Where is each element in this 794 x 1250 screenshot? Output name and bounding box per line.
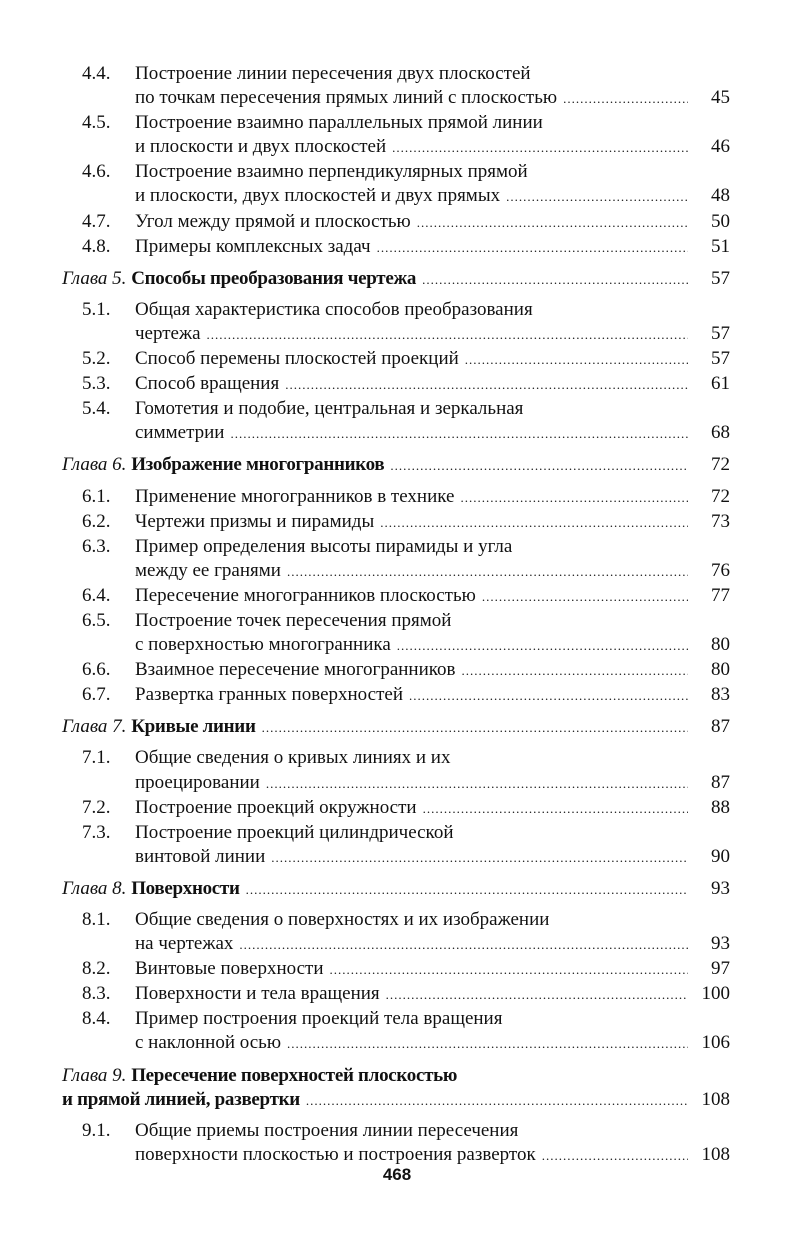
- entry-title: Кривые линии: [131, 716, 256, 738]
- entry-title: Способ перемены плоскостей проекций: [135, 348, 459, 370]
- page-ref[interactable]: 88: [711, 796, 730, 818]
- entry-title: симметрии: [135, 422, 225, 444]
- dot-leader: [266, 772, 688, 796]
- toc-chapter[interactable]: [62, 453, 730, 478]
- toc-line: [135, 796, 730, 821]
- section-number: 7.2.: [82, 796, 111, 818]
- section-number: 6.1.: [82, 485, 111, 507]
- dot-leader: [306, 1089, 688, 1113]
- dot-leader: [392, 136, 688, 160]
- entry-title: Общие сведения о кривых линиях и их: [135, 747, 451, 769]
- dot-leader: [465, 348, 688, 372]
- page-ref[interactable]: 108: [701, 1088, 730, 1110]
- section-number: 6.6.: [82, 659, 111, 681]
- entry-title: Построение линии пересечения двух плоскостей: [135, 63, 531, 84]
- page-number: 468: [382, 1165, 412, 1184]
- page-ref[interactable]: 80: [711, 659, 730, 681]
- entry-title: по точкам пересечения прямых линий с плоскостью: [135, 87, 558, 109]
- toc-section[interactable]: [62, 111, 730, 160]
- page-ref[interactable]: 57: [711, 267, 730, 289]
- section-number: 6.5.: [82, 609, 111, 631]
- section-number: 6.4.: [82, 584, 111, 606]
- page-ref[interactable]: 73: [711, 510, 730, 532]
- toc-section[interactable]: [62, 908, 730, 957]
- toc-line: [135, 957, 730, 982]
- section-number: 4.5.: [82, 112, 111, 134]
- section-number: 8.3.: [82, 983, 111, 1005]
- page-ref[interactable]: 97: [711, 958, 730, 980]
- dot-leader: [460, 486, 688, 510]
- section-number: 4.8.: [82, 235, 111, 257]
- entry-title: между ее гранями: [135, 559, 281, 581]
- dot-leader: [262, 716, 688, 740]
- toc-line: [135, 510, 730, 535]
- entry-title: и прямой линией, развертки: [62, 1088, 300, 1110]
- toc-section[interactable]: [62, 1119, 730, 1168]
- section-number: 4.6.: [82, 161, 111, 183]
- table-of-contents: [62, 62, 730, 1168]
- toc-chapter[interactable]: [62, 1064, 730, 1113]
- dot-leader: [271, 846, 688, 870]
- toc-line: [135, 683, 730, 708]
- page-ref[interactable]: 93: [711, 933, 730, 955]
- toc-section[interactable]: [62, 160, 730, 209]
- section-number: 5.2.: [82, 348, 111, 370]
- dot-leader: [285, 373, 688, 397]
- toc-chapter[interactable]: [62, 877, 730, 902]
- toc-line: [135, 62, 730, 86]
- dot-leader: [506, 185, 688, 209]
- entry-title: с наклонной осью: [135, 1032, 282, 1054]
- page-ref[interactable]: 108: [701, 1143, 730, 1165]
- page-ref[interactable]: 93: [711, 877, 730, 899]
- page-ref[interactable]: 80: [711, 634, 730, 656]
- toc-line: [135, 845, 730, 870]
- entry-title: Построение точек пересечения прямой: [135, 609, 452, 631]
- toc-line: [135, 485, 730, 510]
- section-number: 8.2.: [82, 958, 111, 980]
- section-number: 6.2.: [82, 510, 111, 532]
- toc-section[interactable]: [62, 210, 730, 235]
- chapter-label: Глава 5.: [62, 267, 127, 289]
- section-number: 5.1.: [82, 298, 111, 320]
- entry-title: Гомотетия и подобие, центральная и зеркальная: [135, 398, 524, 420]
- entry-title: Пример построения проекций тела вращения: [135, 1008, 503, 1030]
- toc-section[interactable]: [62, 609, 730, 658]
- dot-leader: [563, 87, 688, 111]
- toc-line: [135, 1119, 730, 1143]
- toc-line: [135, 908, 730, 932]
- section-number: 8.1.: [82, 909, 111, 930]
- entry-title: Применение многогранников в технике: [135, 485, 455, 507]
- dot-leader: [482, 585, 688, 609]
- toc-line: [62, 877, 730, 902]
- dot-leader: [230, 422, 688, 446]
- toc-line: [135, 658, 730, 683]
- entry-title: винтовой линии: [135, 845, 266, 867]
- toc-line: [135, 1031, 730, 1056]
- toc-line: [135, 559, 730, 584]
- dot-leader: [390, 454, 688, 478]
- toc-line: [135, 746, 730, 770]
- page-ref[interactable]: 106: [701, 1032, 730, 1054]
- page-ref[interactable]: 46: [711, 136, 730, 158]
- toc-chapter[interactable]: [62, 715, 730, 740]
- dot-leader: [380, 511, 688, 535]
- dot-leader: [377, 236, 688, 260]
- chapter-label: Глава 9.: [62, 1064, 127, 1086]
- page-ref[interactable]: 90: [711, 845, 730, 867]
- entry-title: проецировании: [135, 771, 260, 793]
- dot-leader: [397, 634, 688, 658]
- entry-title: Чертежи призмы и пирамиды: [135, 510, 375, 532]
- entry-title: Изображение многогранников: [131, 454, 385, 476]
- toc-line: [62, 453, 730, 478]
- section-number: 5.3.: [82, 373, 111, 395]
- section-number: 5.4.: [82, 398, 111, 420]
- toc-section[interactable]: [62, 62, 730, 111]
- section-number: 4.7.: [82, 210, 111, 232]
- entry-title: Построение проекций окружности: [135, 796, 417, 818]
- entry-title: Общая характеристика способов преобразования: [135, 298, 533, 320]
- page-ref[interactable]: 57: [711, 322, 730, 344]
- toc-section[interactable]: [62, 746, 730, 795]
- page-ref[interactable]: 48: [711, 185, 730, 207]
- toc-section[interactable]: [62, 347, 730, 372]
- section-number: 9.1.: [82, 1119, 111, 1141]
- toc-line: [135, 633, 730, 658]
- section-number: 8.4.: [82, 1008, 111, 1030]
- toc-section[interactable]: [62, 821, 730, 870]
- toc-section[interactable]: [62, 683, 730, 708]
- section-number: 7.3.: [82, 821, 111, 843]
- dot-leader: [239, 933, 688, 957]
- page-ref[interactable]: 50: [711, 210, 730, 232]
- toc-section[interactable]: [62, 485, 730, 510]
- toc-line: [135, 160, 730, 184]
- toc-line: [135, 584, 730, 609]
- entry-title: поверхности плоскостью и построения разверток: [135, 1143, 536, 1165]
- toc-section[interactable]: [62, 510, 730, 535]
- section-number: 6.3.: [82, 535, 111, 557]
- toc-line: [135, 235, 730, 260]
- toc-line: [135, 210, 730, 235]
- toc-section[interactable]: [62, 796, 730, 821]
- toc-chapter[interactable]: [62, 267, 730, 292]
- dot-leader: [330, 958, 689, 982]
- entry-title: чертежа: [135, 322, 201, 344]
- entry-title: Поверхности: [131, 877, 240, 899]
- entry-title: Общие приемы построения линии пересечения: [135, 1119, 519, 1141]
- page-ref[interactable]: 87: [711, 771, 730, 793]
- toc-line: [135, 821, 730, 845]
- entry-title: и плоскости и двух плоскостей: [135, 136, 387, 158]
- page-ref[interactable]: 83: [711, 684, 730, 706]
- entry-title: Поверхности и тела вращения: [135, 983, 380, 1005]
- entry-title: Общие сведения о поверхностях и их изображении: [135, 909, 550, 930]
- toc-line: [135, 298, 730, 322]
- toc-section[interactable]: [62, 957, 730, 982]
- section-number: 7.1.: [82, 747, 111, 769]
- entry-title: Построение взаимно параллельных прямой линии: [135, 112, 543, 134]
- toc-line: [135, 347, 730, 372]
- dot-leader: [423, 797, 688, 821]
- page-ref[interactable]: 100: [701, 983, 730, 1005]
- toc-line: [135, 86, 730, 111]
- toc-section[interactable]: [62, 397, 730, 446]
- toc-line: [135, 1007, 730, 1031]
- entry-title: Построение взаимно перпендикулярных прямой: [135, 161, 528, 183]
- page-ref[interactable]: 72: [711, 454, 730, 476]
- toc-line: [135, 111, 730, 135]
- section-number: 6.7.: [82, 684, 111, 706]
- section-number: 4.4.: [82, 63, 111, 84]
- toc-line: [135, 535, 730, 559]
- toc-line: [135, 184, 730, 209]
- page-ref[interactable]: 57: [711, 348, 730, 370]
- toc-line: [135, 135, 730, 160]
- entry-title: Пример определения высоты пирамиды и угла: [135, 535, 513, 557]
- toc-line: [135, 609, 730, 633]
- toc-line: [135, 932, 730, 957]
- toc-line: [135, 771, 730, 796]
- page-ref[interactable]: 72: [711, 485, 730, 507]
- page-ref[interactable]: 51: [711, 235, 730, 257]
- dot-leader: [246, 878, 688, 902]
- entry-title: Развертка гранных поверхностей: [135, 684, 403, 706]
- entry-title: Способ вращения: [135, 373, 280, 395]
- chapter-label: Глава 8.: [62, 877, 127, 899]
- dot-leader: [462, 659, 688, 683]
- entry-title: Пересечение поверхностей плоскостью: [131, 1064, 458, 1086]
- toc-section[interactable]: [62, 535, 730, 584]
- toc-section[interactable]: [62, 982, 730, 1007]
- toc-section[interactable]: [62, 658, 730, 683]
- dot-leader: [207, 323, 688, 347]
- page-ref[interactable]: 87: [711, 716, 730, 738]
- chapter-label: Глава 6.: [62, 454, 127, 476]
- dot-leader: [287, 560, 688, 584]
- toc-section[interactable]: [62, 1007, 730, 1056]
- entry-title: Примеры комплексных задач: [135, 235, 371, 257]
- toc-line: [62, 1064, 730, 1088]
- page-ref[interactable]: 76: [711, 559, 730, 581]
- toc-line: [62, 715, 730, 740]
- entry-title: Взаимное пересечение многогранников: [135, 659, 456, 681]
- toc-line: [62, 267, 730, 292]
- toc-line: [135, 982, 730, 1007]
- entry-title: на чертежах: [135, 933, 234, 955]
- toc-line: [62, 1088, 730, 1113]
- entry-title: Винтовые поверхности: [135, 958, 324, 980]
- entry-title: Пересечение многогранников плоскостью: [135, 584, 476, 606]
- page-ref[interactable]: 77: [711, 584, 730, 606]
- page-ref[interactable]: 61: [711, 373, 730, 395]
- dot-leader: [386, 983, 688, 1007]
- toc-section[interactable]: [62, 298, 730, 347]
- entry-title: с поверхностью многогранника: [135, 634, 391, 656]
- dot-leader: [287, 1032, 688, 1056]
- toc-line: [135, 322, 730, 347]
- page-ref[interactable]: 68: [711, 422, 730, 444]
- toc-line: [135, 372, 730, 397]
- entry-title: Угол между прямой и плоскостью: [135, 210, 411, 232]
- entry-title: и плоскости, двух плоскостей и двух прямых: [135, 185, 501, 207]
- dot-leader: [417, 211, 688, 235]
- toc-section[interactable]: [62, 372, 730, 397]
- dot-leader: [409, 684, 688, 708]
- toc-section[interactable]: [62, 235, 730, 260]
- dot-leader: [422, 268, 688, 292]
- toc-line: [135, 397, 730, 421]
- toc-line: [135, 421, 730, 446]
- page-ref[interactable]: 45: [711, 87, 730, 109]
- toc-section[interactable]: [62, 584, 730, 609]
- chapter-label: Глава 7.: [62, 716, 127, 738]
- entry-title: Способы преобразования чертежа: [131, 267, 417, 289]
- entry-title: Построение проекций цилиндрической: [135, 821, 454, 843]
